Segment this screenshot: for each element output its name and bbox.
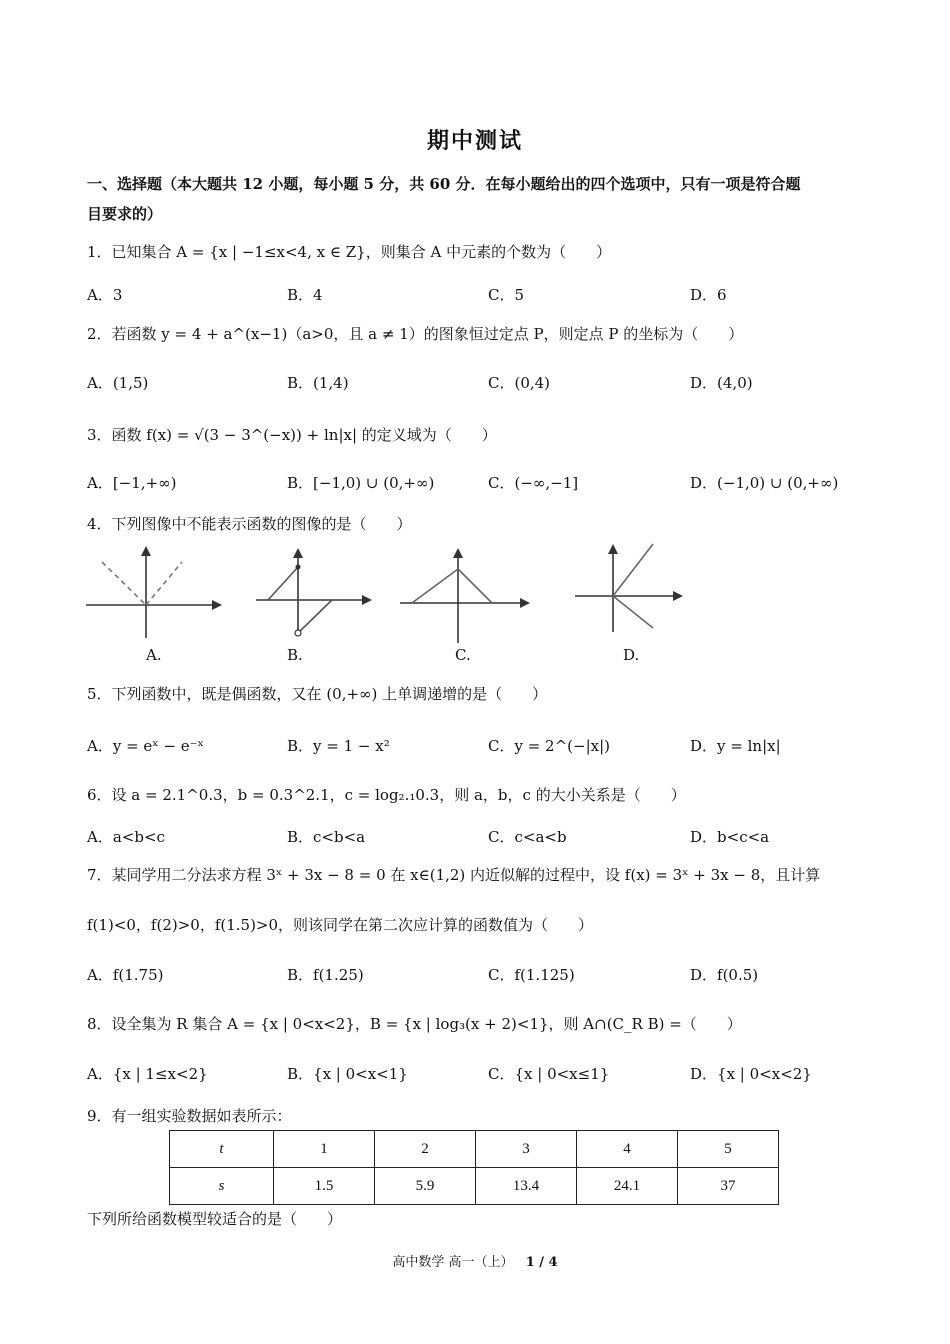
q7-option-a: A．f(1.75) [87,966,164,984]
question-9: 9．有一组实验数据如表所示： [87,1107,292,1125]
q8-option-b: B．{x | 0<x<1} [287,1065,408,1083]
q6-option-b: B．c<b<a [287,828,366,846]
q1-option-d: D．6 [690,286,727,304]
table-cell: 2 [375,1131,476,1168]
table-row [170,1168,779,1205]
graph-b [254,545,376,645]
question-9-followup: 下列所给函数模型较适合的是（ ） [87,1210,343,1228]
graph-label-c: C. [455,646,471,664]
q3-option-a: A．[−1,+∞) [87,474,177,492]
q8-option-a: A．{x | 1≤x<2} [87,1065,208,1083]
q7-option-d: D．f(0.5) [690,966,759,984]
table-row [170,1131,779,1168]
q6-option-a: A．a<b<c [87,828,165,846]
q7-option-c: C．f(1.125) [488,966,575,984]
table-cell: 5.9 [375,1168,476,1205]
graph-label-d: D. [623,646,640,664]
section-header-line2: 目要求的） [87,205,163,223]
table-cell: s [170,1168,274,1205]
page-footer [0,1251,950,1270]
section-header-line1: 一、选择题（本大题共 12 小题，每小题 5 分，共 60 分．在每小题给出的四个选项中，只有一项是符合题 [87,175,801,193]
q3-option-d: D．(−1,0) ∪ (0,+∞) [690,474,839,492]
page-title: 期中测试 [426,128,523,154]
table-cell: 13.4 [476,1168,577,1205]
graph-d [573,540,689,640]
question-1: 1．已知集合 A = {x | −1≤x<4, x ∈ Z}，则集合 A 中元素的个数为（ ） [87,243,612,261]
question-5: 5．下列函数中，既是偶函数，又在 (0,+∞) 上单调递增的是（ ） [87,685,548,703]
question-7-line1: 7．某同学用二分法求方程 3ˣ + 3x − 8 = 0 在 x∈(1,2) 内近似解的过程中，设 f(x) = 3ˣ + 3x − 8，且计算 [87,866,821,884]
data-table [169,1130,779,1205]
table-cell: t [170,1131,274,1168]
graph-a [84,540,226,640]
q8-option-d: D．{x | 0<x<2} [690,1065,812,1083]
q8-option-c: C．{x | 0<x≤1} [488,1065,610,1083]
question-6: 6．设 a = 2.1^0.3，b = 0.3^2.1，c = log₂.₁0.3，则 a，b，c 的大小关系是（ ） [87,786,686,804]
question-7-line2: f(1)<0，f(2)>0，f(1.5)>0，则该同学在第二次应计算的函数值为（ ） [87,916,594,934]
table-cell: 1 [274,1131,375,1168]
q3-option-b: B．[−1,0) ∪ (0,+∞) [287,474,435,492]
q2-option-c: C．(0,4) [488,374,551,392]
q5-option-d: D．y = ln|x| [690,737,781,755]
q2-option-d: D．(4,0) [690,374,753,392]
q2-option-a: A．(1,5) [87,374,149,392]
table-cell: 37 [678,1168,779,1205]
q5-option-b: B．y = 1 − x² [287,737,390,755]
table-cell: 1.5 [274,1168,375,1205]
question-2: 2．若函数 y = 4 + a^(x−1)（a>0，且 a ≠ 1）的图象恒过定点 P，则定点 P 的坐标为（ ） [87,325,744,343]
table-cell: 3 [476,1131,577,1168]
graph-label-b: B. [287,646,303,664]
graph-label-a: A. [146,646,162,664]
table-cell: 5 [678,1131,779,1168]
question-3: 3．函数 f(x) = √(3 − 3^(−x)) + ln|x| 的定义域为（ ） [87,426,497,444]
q1-option-c: C．5 [488,286,525,304]
table-cell: 4 [577,1131,678,1168]
graph-c [398,545,534,645]
q1-option-b: B．4 [287,286,323,304]
q2-option-b: B．(1,4) [287,374,349,392]
question-4: 4．下列图像中不能表示函数的图像的是（ ） [87,515,412,533]
q7-option-b: B．f(1.25) [287,966,364,984]
q6-option-c: C．c<a<b [488,828,567,846]
q1-option-a: A．3 [87,286,123,304]
table-cell: 24.1 [577,1168,678,1205]
footer-text: 高中数学 高一（上） [392,1255,514,1270]
q5-option-a: A．y = eˣ − e⁻ˣ [87,737,204,755]
page-number: 1 / 4 [525,1255,558,1270]
question-8: 8．设全集为 R 集合 A = {x | 0<x<2}，B = {x | log₃(x + 2)<1}，则 A∩(C_R B) =（ ） [87,1015,742,1033]
q6-option-d: D．b<c<a [690,828,770,846]
q3-option-c: C．(−∞,−1] [488,474,579,492]
q5-option-c: C．y = 2^(−|x|) [488,737,611,755]
